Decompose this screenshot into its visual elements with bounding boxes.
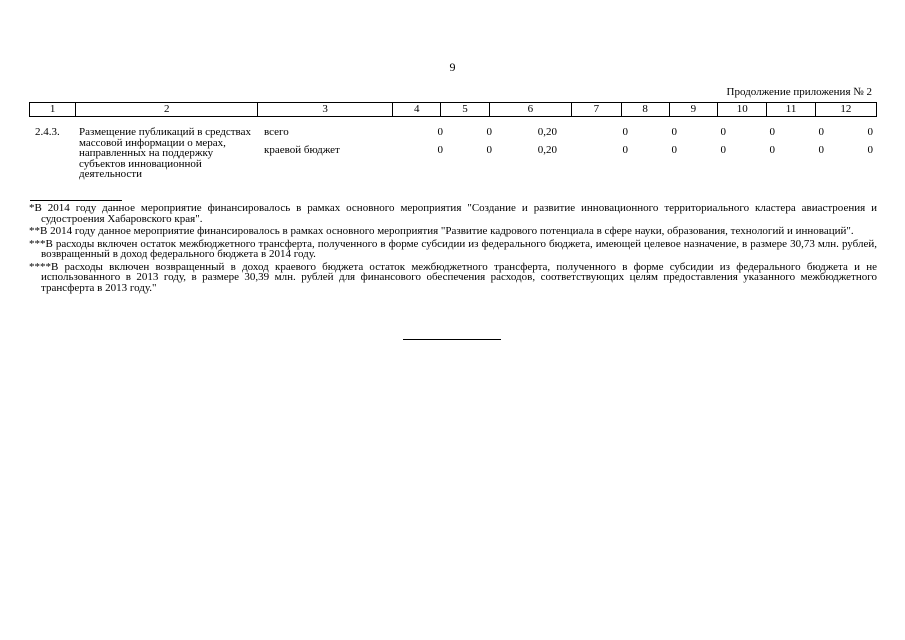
row-lines	[264, 127, 879, 163]
col-header-8: 8	[621, 103, 669, 117]
col-header-4: 4	[393, 103, 441, 117]
row-description: Размещение публикаций в средствах массовой информации о мерах, направленных на поддержку субъектов инновационной деятельности	[79, 126, 251, 180]
value-col-9: 0	[720, 126, 726, 138]
value-col-9: 0	[720, 144, 726, 156]
footnote-divider	[30, 200, 122, 201]
value-col-6: 0,20	[537, 144, 557, 156]
line-regional-budget	[264, 145, 879, 163]
value-col-7: 0	[622, 126, 628, 138]
value-col-7: 0	[622, 144, 628, 156]
footnote-3: ***В расходы включен остаток межбюджетного трансферта, полученного в форме субсидии из федерального бюджета, имеющей целевое назначение, в размере 30,73 млн. рублей, возвращенный в доход федерального бюджета в 2014 году.	[29, 237, 877, 260]
value-col-8: 0	[671, 144, 677, 156]
col-header-9: 9	[669, 103, 717, 117]
line-total	[264, 127, 879, 145]
value-col-11: 0	[818, 144, 824, 156]
value-col-5: 0	[486, 144, 492, 156]
column-number-header	[29, 102, 877, 117]
col-header-2: 2	[76, 103, 258, 117]
value-col-11: 0	[818, 126, 824, 138]
value-col-10: 0	[769, 126, 775, 138]
footnote-1: *В 2014 году данное мероприятие финансировалось в рамках основного мероприятия "Создание и развитие инновационного территориального кластера авиастроения и судостроения Хабаровского края".	[29, 202, 877, 225]
footnotes	[29, 203, 877, 295]
row-code: 2.4.3.	[35, 126, 60, 138]
continuation-label: Продолжение приложения № 2	[726, 86, 872, 98]
value-col-5: 0	[486, 126, 492, 138]
col-header-1: 1	[30, 103, 76, 117]
footnote-4: ****В расходы включен возвращенный в доход краевого бюджета остаток межбюджетного трансферта, полученного в форме субсидии из федерального бюджета и не использованного в 2013 году, в размере 30,39 млн. рублей для финансового обеспечения расходов, соответствующих целям предоставления указанного межбюджетного трансферта в 2013 году."	[29, 260, 877, 294]
value-col-6: 0,20	[537, 126, 557, 138]
value-col-4: 0	[437, 144, 443, 156]
col-header-12: 12	[815, 103, 876, 117]
line-label-total: всего	[264, 126, 289, 138]
col-header-6: 6	[489, 103, 572, 117]
col-header-11: 11	[767, 103, 815, 117]
col-header-5: 5	[441, 103, 489, 117]
col-header-7: 7	[572, 103, 621, 117]
line-label-regional: краевой бюджет	[264, 144, 340, 156]
page-number: 9	[449, 60, 456, 74]
col-header-10: 10	[718, 103, 767, 117]
end-line	[403, 339, 501, 340]
col-header-3: 3	[258, 103, 393, 117]
value-col-12: 0	[867, 126, 873, 138]
value-col-10: 0	[769, 144, 775, 156]
value-col-4: 0	[437, 126, 443, 138]
value-col-12: 0	[867, 144, 873, 156]
footnote-2: **В 2014 году данное мероприятие финансировалось в рамках основного мероприятия "Развитие кадрового потенциала в сфере науки, образования, технологий и инноваций".	[29, 225, 854, 237]
value-col-8: 0	[671, 126, 677, 138]
